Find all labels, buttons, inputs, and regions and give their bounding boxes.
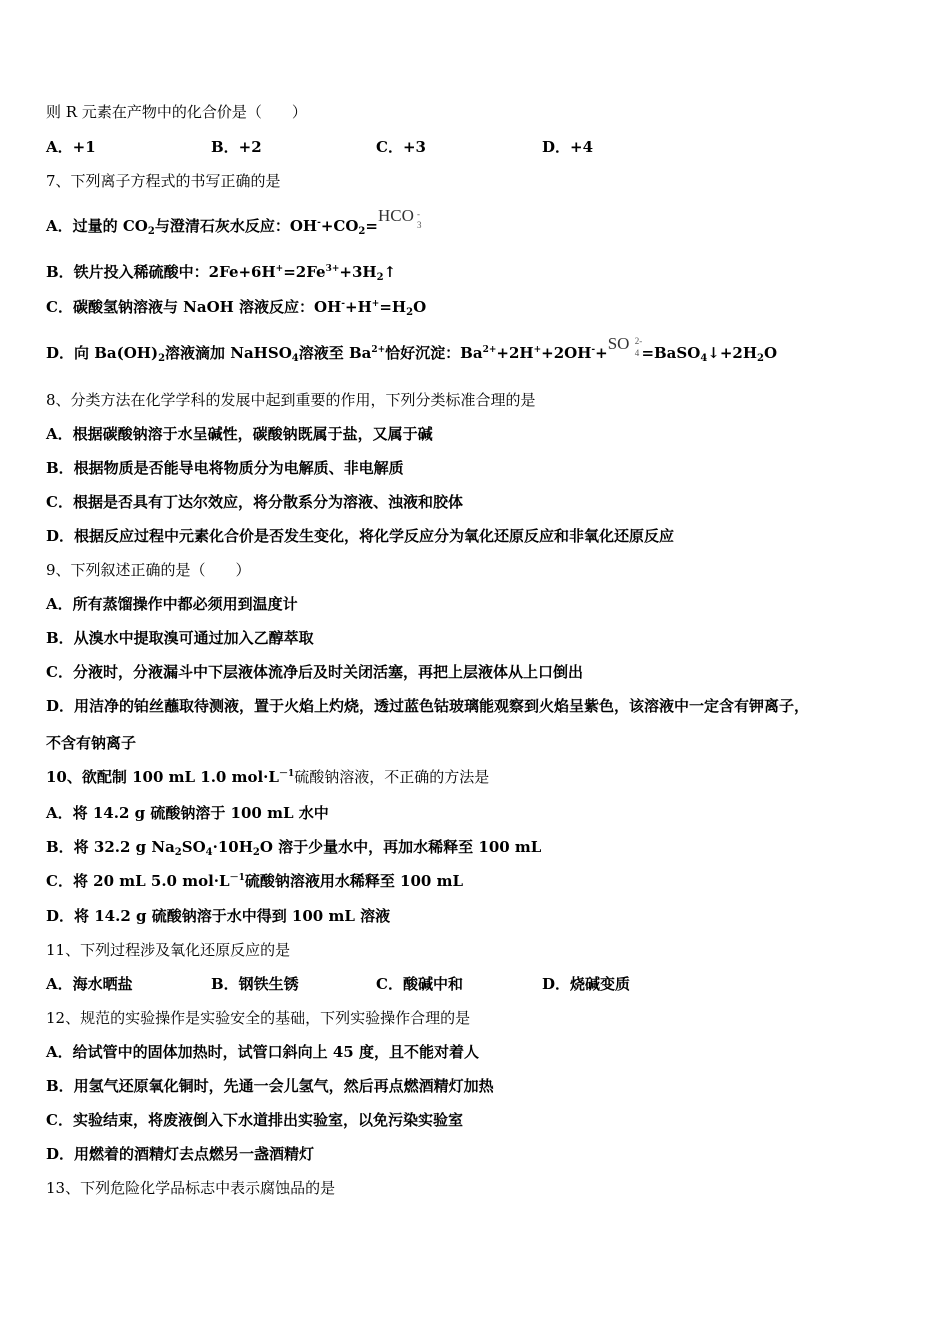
q10-option-a[interactable]: A．将 14.2 g 硫酸钠溶于 100 mL 水中 <box>46 804 329 822</box>
q7-d-sub1: 2 <box>158 353 166 364</box>
q10-b-text-3: ·10H <box>212 838 253 856</box>
q7-d-text-7: + <box>595 344 608 362</box>
q7-b-text-1: B．铁片投入稀硫酸中：2Fe+6H <box>46 263 276 281</box>
q7-a-sub2: 2 <box>358 226 366 237</box>
q7-d-ion-text: SO <box>607 334 630 353</box>
q7-option-d[interactable] <box>46 334 778 364</box>
q7-d-sup1: 2+ <box>371 345 386 355</box>
q7-c-sub: 2 <box>406 307 414 318</box>
q6-option-c[interactable]: C．+3 <box>376 138 426 156</box>
q11-option-a[interactable]: A．海水晒盐 <box>46 975 133 993</box>
q7-a-text-2: 与澄清石灰水反应：OH <box>154 217 318 235</box>
q10-option-d[interactable]: D．将 14.2 g 硫酸钠溶于水中得到 100 mL 溶液 <box>46 907 391 925</box>
q7-c-text-1: C．碳酸氢钠溶液与 NaOH 溶液反应：OH <box>46 298 342 316</box>
q7-d-sub4: 2 <box>757 353 764 364</box>
q6-option-a[interactable]: A．+1 <box>46 138 96 156</box>
q7-b-sup1: + <box>275 264 284 274</box>
q10-b-text-1: B．将 32.2 g Na <box>46 838 175 856</box>
q7-d-sub3: 4 <box>700 353 708 364</box>
q7-d-text-1: D．向 Ba(OH) <box>46 344 159 362</box>
q10-stem <box>46 767 489 787</box>
q7-d-ion-charge: 2- <box>634 336 643 346</box>
q9-option-d-continuation: 不含有钠离子 <box>46 734 137 752</box>
q7-b-sub: 2 <box>376 272 384 283</box>
q7-a-bicarbonate-formula <box>377 206 422 230</box>
q13-stem: 13、下列危险化学品标志中表示腐蚀品的是 <box>46 1179 336 1197</box>
q11-option-d[interactable]: D．烧碱变质 <box>542 975 631 993</box>
q8-stem: 8、分类方法在化学学科的发展中起到重要的作用，下列分类标准合理的是 <box>46 391 536 409</box>
q9-option-d[interactable]: D．用洁净的铂丝蘸取待测液，置于火焰上灼烧，透过蓝色钴玻璃能观察到火焰呈紫色，该溶液中一定含有钾离子， <box>46 697 810 715</box>
q7-d-sup2: 2+ <box>482 345 497 355</box>
q11-stem: 11、下列过程涉及氧化还原反应的是 <box>46 941 291 959</box>
q7-d-text-8: =BaSO <box>641 344 701 362</box>
q6-stem: 则 R 元素在产物中的化合价是（ ） <box>46 103 307 121</box>
q7-d-sup3: + <box>533 345 542 355</box>
q12-option-b[interactable]: B．用氢气还原氧化铜时，先通一会儿氢气，然后再点燃酒精灯加热 <box>46 1077 494 1095</box>
q7-d-text-9: ↓+2H <box>707 344 758 362</box>
q7-d-sub2: 4 <box>291 353 299 364</box>
q12-option-c[interactable]: C．实验结束，将废液倒入下水道排出实验室，以免污染实验室 <box>46 1111 463 1129</box>
q6-option-d[interactable]: D．+4 <box>542 138 594 156</box>
q10-option-b[interactable] <box>46 837 541 857</box>
q7-a-ion-sub: 3 <box>416 220 422 230</box>
q7-d-text-6: +2OH <box>541 344 592 362</box>
q10-stem-sup: －1 <box>278 769 295 779</box>
q10-b-text-2: SO <box>181 838 206 856</box>
q7-a-sub: 2 <box>147 226 155 237</box>
q11-option-c[interactable]: C．酸碱中和 <box>376 975 463 993</box>
q7-a-text-4: = <box>365 217 378 235</box>
q7-a-ion-text: HCO <box>377 206 414 225</box>
q11-option-b[interactable]: B．钢铁生锈 <box>211 975 299 993</box>
q10-b-sub1: 2 <box>174 847 182 858</box>
q12-option-a[interactable]: A．给试管中的固体加热时，试管口斜向上 45 度，且不能对着人 <box>46 1043 479 1061</box>
q7-option-c[interactable] <box>46 297 426 317</box>
q7-stem: 7、下列离子方程式的书写正确的是 <box>46 172 281 190</box>
q7-a-ion-charge: - <box>416 209 420 219</box>
q10-b-sub3: 2 <box>252 847 260 858</box>
q7-option-b[interactable] <box>46 262 396 282</box>
q7-c-text-2: +H <box>345 298 372 316</box>
q7-d-sulfate-formula <box>607 334 643 358</box>
q7-c-text-3: =H <box>379 298 407 316</box>
q9-option-c[interactable]: C．分液时，分液漏斗中下层液体流净后及时关闭活塞，再把上层液体从上口倒出 <box>46 663 583 681</box>
q7-d-text-5: +2H <box>496 344 534 362</box>
q7-c-sup1: - <box>341 299 346 309</box>
q7-c-text-4: O <box>413 298 427 316</box>
q8-option-b[interactable]: B．根据物质是否能导电将物质分为电解质、非电解质 <box>46 459 404 477</box>
q10-c-text-2: 硫酸钠溶液用水稀释至 100 mL <box>244 872 464 890</box>
q7-b-text-3: +3H <box>339 263 377 281</box>
q12-stem: 12、规范的实验操作是实验安全的基础，下列实验操作合理的是 <box>46 1009 471 1027</box>
q9-option-a[interactable]: A．所有蒸馏操作中都必须用到温度计 <box>46 595 298 613</box>
q7-a-sup: - <box>317 218 321 228</box>
q7-c-sup2: + <box>371 299 380 309</box>
q7-a-text-3: +CO <box>320 217 359 235</box>
q8-option-d[interactable]: D．根据反应过程中元素化合价是否发生变化，将化学反应分为氧化还原反应和非氧化还原反应 <box>46 527 675 545</box>
q7-option-a[interactable] <box>46 206 422 237</box>
q7-d-text-4: 恰好沉淀：Ba <box>385 344 483 362</box>
q10-c-text-1: C．将 20 mL 5.0 mol·L <box>46 872 230 890</box>
q8-option-a[interactable]: A．根据碳酸钠溶于水呈碱性，碳酸钠既属于盐，又属于碱 <box>46 425 433 443</box>
q10-c-sup: －1 <box>229 873 245 883</box>
q7-d-text-2: 溶液滴加 NaHSO <box>165 344 292 362</box>
q6-option-b[interactable]: B．+2 <box>211 138 262 156</box>
q7-d-text-10: O <box>764 344 778 362</box>
q7-d-ion-sub: 4 <box>634 348 640 358</box>
q7-d-sup4: - <box>591 345 596 355</box>
q7-b-arrow: ↑ <box>383 263 397 281</box>
q10-b-text-4: O 溶于少量水中，再加水稀释至 100 mL <box>259 838 542 856</box>
q7-b-sup2: 3+ <box>325 264 340 274</box>
q10-stem-2: 硫酸钠溶液，不正确的方法是 <box>294 768 490 786</box>
q12-option-d[interactable]: D．用燃着的酒精灯去点燃另一盏酒精灯 <box>46 1145 315 1163</box>
q10-b-sub2: 4 <box>205 847 213 858</box>
q10-option-c[interactable] <box>46 871 463 891</box>
q7-d-text-3: 溶液至 Ba <box>298 344 372 362</box>
q9-stem: 9、下列叙述正确的是（ ） <box>46 561 251 579</box>
q9-option-b[interactable]: B．从溴水中提取溴可通过加入乙醇萃取 <box>46 629 314 647</box>
q7-b-text-2: =2Fe <box>283 263 326 281</box>
q7-a-text-1: A．过量的 CO <box>46 217 148 235</box>
q10-stem-1: 10、欲配制 100 mL 1.0 mol·L <box>46 768 279 786</box>
q8-option-c[interactable]: C．根据是否具有丁达尔效应，将分散系分为溶液、浊液和胶体 <box>46 493 463 511</box>
